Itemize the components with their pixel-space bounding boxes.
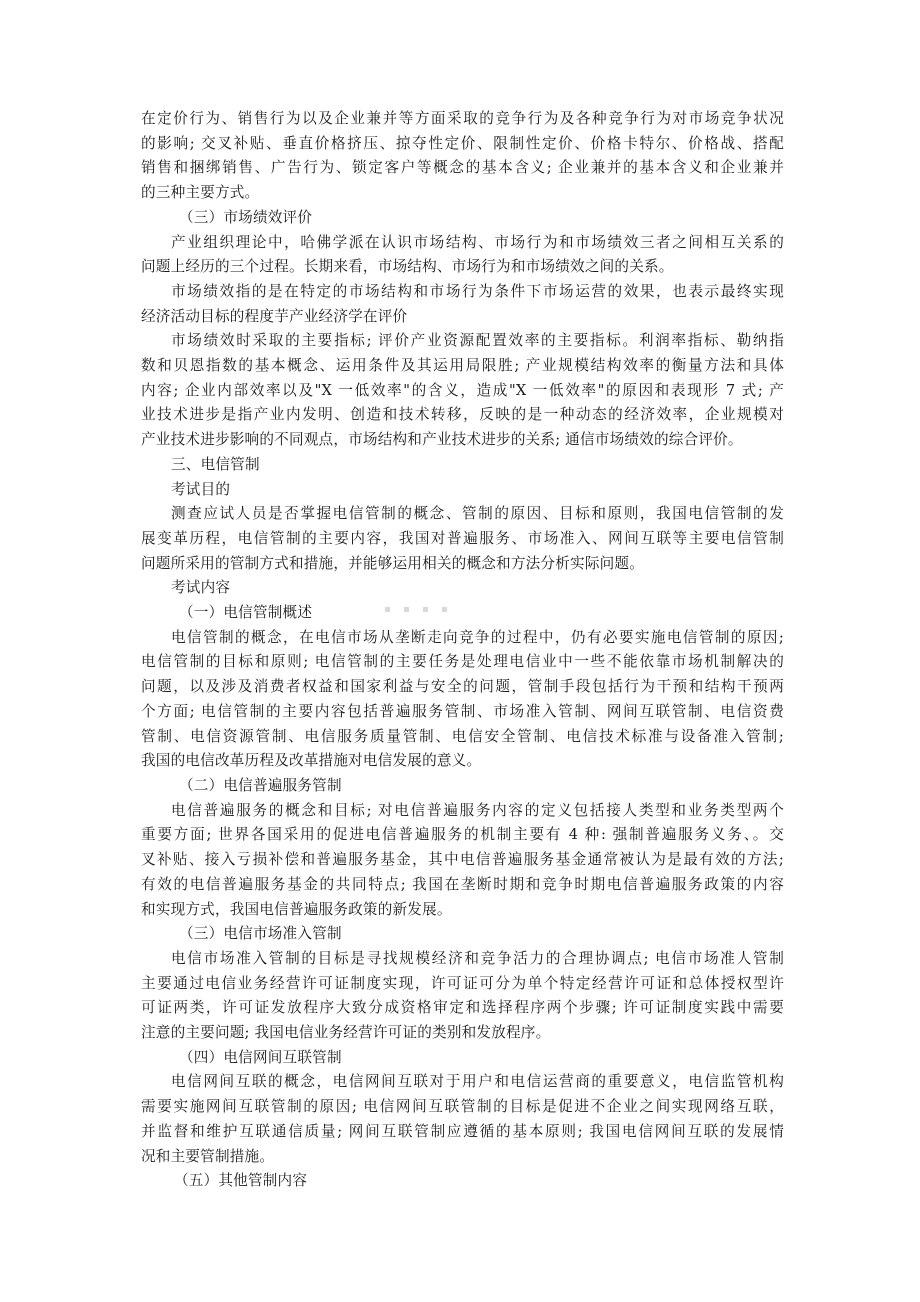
section-heading-market-access: （三）电信市场准入管制 [179, 925, 342, 943]
paragraph-performance-indicators [141, 329, 784, 453]
text-line: 内容; 企业内部效率以及"X 一低效率"的含义，造成"X 一低效率"的原因和表现形 7 式; 产 [141, 381, 784, 399]
text-line: 可证两类，许可证发放程序大致分成资格审定和选择程序两个步骤; 许可证制度实践中需要 [141, 999, 784, 1017]
paragraph-harvard-school [141, 231, 784, 280]
text-line: 并监督和维护互联通信质量; 网间互联管制应遵循的基本原则; 我国电信网间互联的发展情 [141, 1122, 784, 1140]
text-line: 业技术进步是指产业内发明、创造和技术转移，反映的是一种动态的经济效率，企业规模对 [141, 406, 784, 424]
text-line: 有效的电信普遍服务基金的共同特点; 我国在垄断时期和竞争时期电信普遍服务政策的内容 [141, 875, 784, 893]
section-heading-market-performance: （三）市场绩效评价 [179, 208, 313, 226]
text-line: 电信管制的概念，在电信市场从垄断走向竞争的过程中，仍有必要实施电信管制的原因; [171, 628, 784, 646]
watermark-dot [423, 607, 428, 612]
text-line: 我国的电信改革历程及改革措施对电信发展的意义。 [141, 752, 482, 770]
subheading-exam-purpose: 考试目的 [171, 480, 231, 498]
watermark-dot [442, 607, 447, 612]
text-line: 在定价行为、销售行为以及企业兼并等方面采取的竞争行为及各种竞争行为对市场竞争状况 [141, 110, 784, 127]
text-line: 问题，以及涉及消费者权益和国家利益与安全的问题，管制手段包括行为干预和结构干预两 [141, 678, 784, 696]
text-line: 产业组织理论中，哈佛学派在认识市场结构、市场行为和市场绩效三者之间相互关系的 [171, 233, 784, 251]
text-line: 需要实施网间互联管制的原因; 电信网间互联管制的目标是促进不企业之间实现网络互联， [141, 1098, 784, 1116]
text-line: 电信网间互联的概念，电信网间互联对于用户和电信运营商的重要意义，电信监管机构 [171, 1073, 784, 1091]
paragraph-market-access [141, 947, 784, 1046]
text-line: 市场绩效指的是在特定的市场结构和市场行为条件下市场运营的效果，也表示最终实现 [171, 282, 784, 300]
text-line: 管制、电信资源管制、电信服务质量管制、电信安全管制、电信技术标准与设备准入管制; [141, 727, 784, 745]
text-line: 和实现方式，我国电信普遍服务政策的新发展。 [141, 900, 452, 918]
text-line: 经济活动目标的程度芋产业经济学在评价 [141, 307, 408, 325]
paragraph-regulation-overview [141, 626, 784, 774]
text-line: 况和主要管制措施。 [141, 1147, 275, 1165]
text-line: 电信管制的目标和原则; 电信管制的主要任务是处理电信业中一些不能依靠市场机制解决的 [141, 653, 784, 671]
text-line: 数和贝恩指数的基本概念、运用条件及其运用局限胜; 产业规模结构效率的衡量方法和具体 [141, 357, 784, 375]
watermark-dot [404, 607, 409, 612]
text-line: 展变革历程，电信管制的主要内容，我国对普遍服务、市场准入、网间互联等主要电信管制 [141, 529, 784, 547]
watermark-dot [385, 607, 390, 612]
subheading-exam-content: 考试内容 [171, 579, 231, 597]
chapter-heading-telecom-regulation: 三、电信管制 [171, 455, 260, 473]
text-line: 的三种主要方式。 [141, 184, 260, 202]
text-line: 注意的主要问题; 我国电信业务经营许可证的类别和发放程序。 [141, 1024, 551, 1042]
section-heading-universal-service: （二）电信普遍服务管制 [179, 776, 342, 794]
text-line: 主要通过电信业务经营许可证制度实现，许可证可分为单个特定经营许可证和总体授权型许 [141, 974, 784, 992]
text-line: 市场绩效时采取的主要指标; 评价产业资源配置效率的主要指标。利润率指标、勒纳指 [171, 332, 784, 350]
text-line: 的影响; 交叉补贴、垂直价格挤压、掠夺性定价、限制性定价、价格卡特尔、价格战、搭配 [141, 134, 784, 152]
section-heading-regulation-overview: （一）电信管制概述 [179, 604, 313, 622]
text-line: 产业技术进步影响的不同观点，市场结构和产业技术进步的关系; 通信市场绩效的综合评价。 [141, 431, 743, 449]
text-line: 重要方面; 世界各国采用的促进电信普遍服务的机制主要有 4 种: 强制普遍服务义务、。交 [141, 826, 784, 844]
section-heading-interconnection: （四）电信网间互联管制 [179, 1048, 342, 1066]
text-line: 电信普遍服务的概念和目标; 对电信普遍服务内容的定义包括接人类型和业务类型两个 [171, 801, 784, 819]
watermark-dots [385, 603, 480, 615]
section-heading-other-regulation: （五）其他管制内容 [174, 1172, 308, 1190]
paragraph-interconnection [141, 1070, 784, 1169]
text-line: 叉补贴、接入亏损补偿和普遍服务基金，其中电信普遍服务基金通常被认为是最有效的方法; [141, 851, 784, 869]
paragraph-universal-service [141, 799, 784, 923]
text-line: 个方面; 电信管制的主要内容包括普遍服务管制、市场准入管制、网间互联管制、电信资费 [141, 702, 784, 720]
text-line: 问题上经历的三个过程。长期来看，市场结构、市场行为和市场绩效之间的关系。 [141, 258, 674, 276]
text-line: 电信市场准入管制的目标是寻找规模经济和竞争活力的合理协调点; 电信市场准人管制 [171, 949, 784, 967]
paragraph-performance-definition [141, 280, 784, 329]
text-line: 问题所采用的管制方式和措施，并能够运用相关的概念和方法分析实际问题。 [141, 554, 644, 572]
text-line: 测查应试人员是否掌握电信管制的概念、管制的原因、目标和原则，我国电信管制的发 [171, 505, 784, 523]
paragraph-pricing-behavior [141, 107, 784, 206]
paragraph-exam-purpose [141, 502, 784, 576]
text-line: 销售和捆绑销售、广告行为、锁定客户等概念的基本含义; 企业兼并的基本含义和企业兼并 [141, 159, 784, 177]
